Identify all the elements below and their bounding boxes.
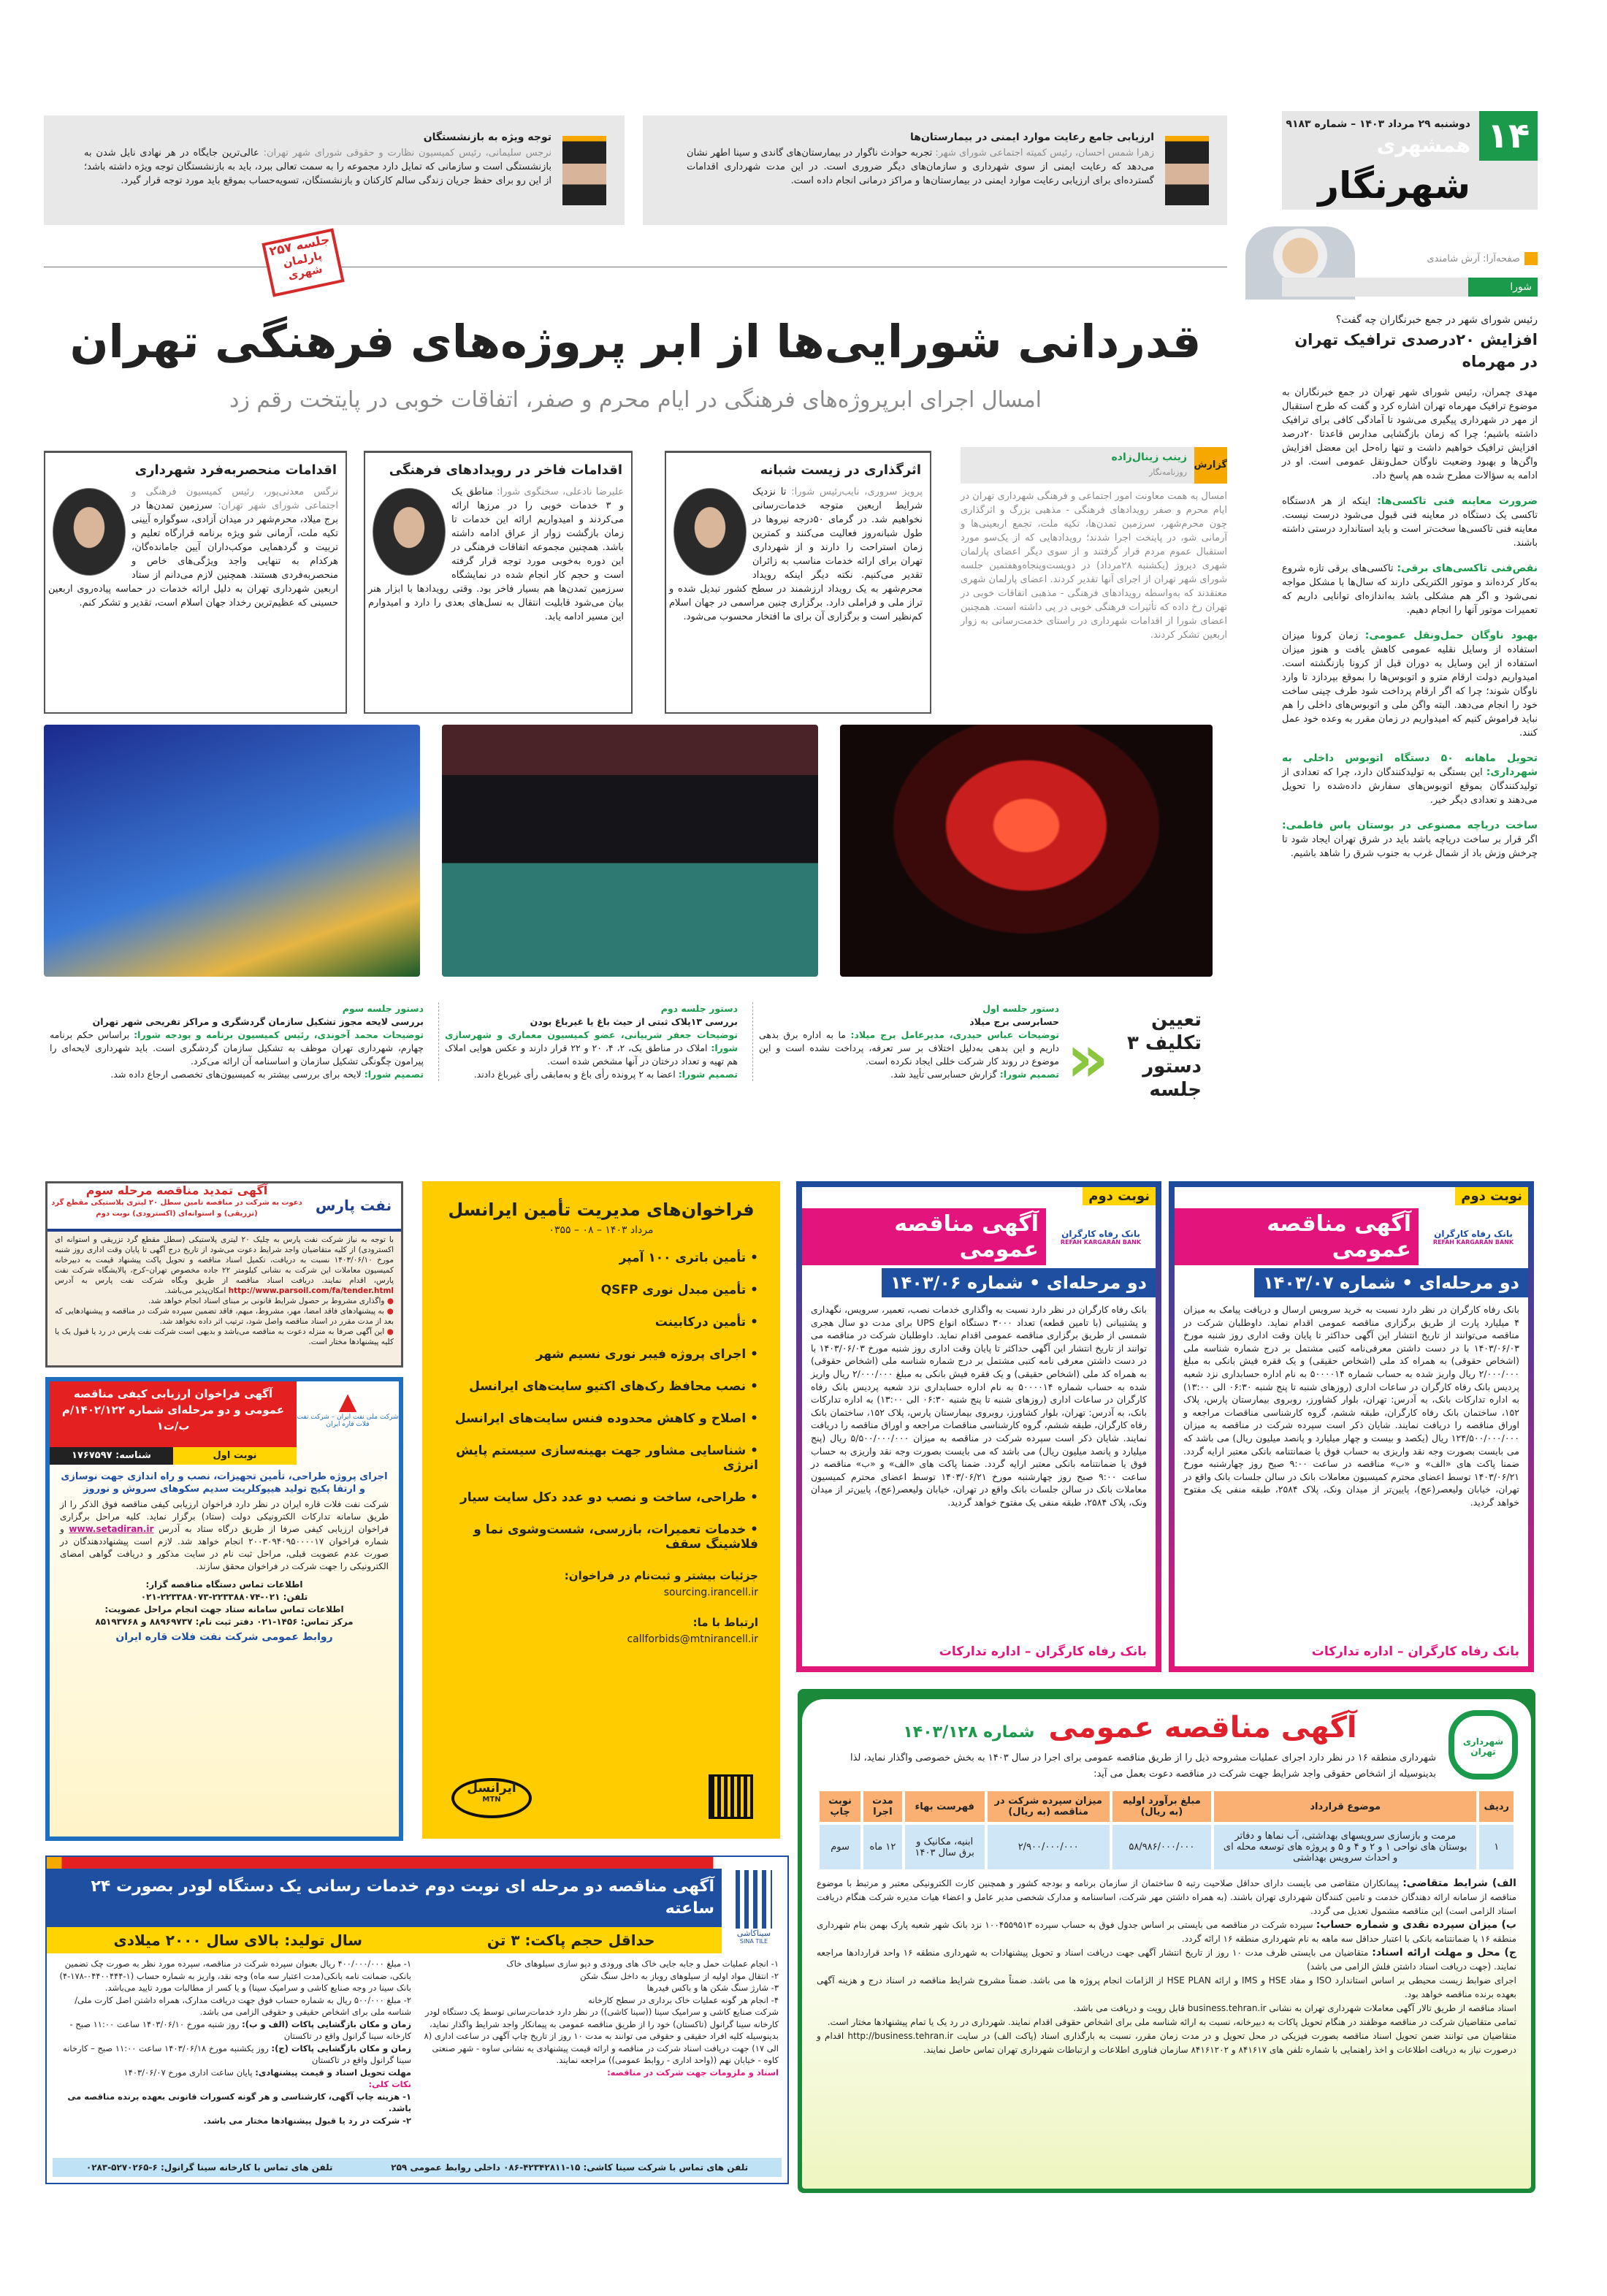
parsoil-subtitle: دعوت به شرکت در مناقصه تامین سطل ۲۰ لیتری پلاستیکی مقطع گرد (تزریقی) و استوانه‌ای (اکسترودی) نوبت دوم (51, 1199, 302, 1218)
ad-title: آگهی مناقصه عمومی (1175, 1208, 1419, 1265)
sina-open2: روز یکشنبه مورخ ۱۴۰۳/۰۶/۱۸ ساعت ۱۱:۰۰ صبح – کارخانه سینا گرانول واقع در تاکستان (62, 2043, 411, 2065)
parsoil-link[interactable]: http://www.parsoil.com/fa/tender.html (228, 1286, 394, 1295)
refah-tender-ad (1169, 1181, 1534, 1672)
refah-logo-en: REFAH KARGARAN BANK (1432, 1238, 1514, 1246)
sina-title: آگهی مناقصه دو مرحله ای نوبت دوم خدمات رسانی یک دستگاه لودر بصورت ۲۴ ساعته (47, 1869, 722, 1927)
opinion-box (665, 451, 931, 714)
table-header: فهرست بهاء (905, 1791, 985, 1822)
falat-project: اجرای پروژه طراحی، تأمین تجهیزات، نصب و راه اندازی جهت نوسازی و ارتقا پکیج تولید هیپوکلریت سدیم سکوهای سروش و نوروز (61, 1471, 388, 1495)
table-header: ردیف (1479, 1791, 1514, 1822)
bullet-dot-icon: ● (383, 1307, 394, 1316)
agenda-item (44, 1002, 424, 1081)
irancell-logo (451, 1778, 532, 1818)
sina-open2-head: زمان و مکان بازگشایی پاکات (ج): (271, 2043, 411, 2053)
sina-open1-head: زمان و مکان بازگشایی پاکات (الف و ب): (242, 2018, 411, 2029)
side-section-head: ساخت دریاچه مصنوعی در بوستان یاس فاطمی: (1282, 820, 1538, 831)
ad-body: بانک رفاه کارگران در نظر دارد نسبت به واگذاری خدمات نصب، تعمیر، سرویس، نگهداری و پشتیبانی (با تامین قطعه) تعداد ۳۰۰۰ دستگاه انواع UPS برای مدت دو سال هجری شمسی از طریق برگزاری مناقصه عمومی اقدام نماید. داوطلبان شرکت در مناقصه می توانند از تاریخ انتشار این آگهی حداکثر تا پایان وقت اداری روز شنبه مورخ ۱۴۰۳/۰۶/۰۳ با در دست داشتن معرفی نامه کتبی مشتمل بر درج شماره شناسه ملی (اشخاص حقوقی) به همراه کد ملی (اشخاص حقیقی) و یک فقره فیش بانکی به مبلغ ۲/۰۰۰/۰۰۰ ریال واریز شده به حساب شماره ۵۰۰۰۰۱۴ به نام اداره حسابداری نزد شعبه پردیس بانک رفاه کارگران در ساعات اداری (روزهای شنبه تا پنج شنبه ۰۶:۳۰ الی ۱۳:۰۰) به اداره تدارکات بانک، به آدرس: تهران، بلوار کشاورز، روبروی بیمارستان پارس، پلاک ۱۵۲، ساختمان بانک رفاه کارگران، طبقه ششم، گروه کارشناسی مناقصات مراجعه و اوراق مناقصه را دریافت نمایند. شایان ذکر است سپرده شرکت در مناقصه به میزان ۵/۵۰۰/۰۰۰/۰۰۰ ریال (پنج میلیارد و پانصد میلیون ریال) می باشد که می بایست بصورت وجه نقد واریزی به حساب فوق یا ضمانتنامه بانکی معتبر ارایه گردد. ضمنا پاکت های «الف» و «ب» مناقصه در ساعت ۹:۰۰ صبح روز چهارشنبه مورخ ۱۴۰۳/۰۶/۲۱ توسط اعضای محترم کمیسیون معاملات بانک در سالن جلسات بانک واقع در تهران، خیابان ولیعصر(عج)، پایین‌تر از میدان ونک، پلاک ۲۵۸۴، طبقه منفی یک مفتوح خواهد گردید. (811, 1304, 1148, 1508)
agenda-text: ما به اداره برق بدهی داریم و این بدهی به‌دلیل اختلاف بر سر تعرفه، پرداخت نشده است و این موضوع در روند کار شرکت خللی ایجاد نکرده است. (759, 1029, 1059, 1067)
side-lead: مهدی چمران، رئیس شورای شهر تهران در جمع خبرنگاران به موضوع ترافیک مهرماه تهران اشاره کرد و گفت که طرح استقبال از مهر در شهرداری پیگیری می‌شود تا آمادگی کافی برای ترافیک داشته باشیم؛ چرا که زمان بازگشایی مدارس قاعدتا ۲۰درصد افزایش ترافیک خواهیم داشت و تنها راه‌حل این معضل افزایش واگن‌ها و بهبود وضعیت ناوگان حمل‌ونقل عمومی است. او در ادامه به سؤالات مطرح شده هم پاسخ داد. (1282, 387, 1538, 481)
parsoil-bullet (55, 1306, 394, 1327)
report-author-role: روزنامه‌نگار (1149, 468, 1187, 477)
quote-title: توجه ویژه به بازنشستگان (423, 131, 551, 143)
agenda-decision (759, 1068, 1059, 1081)
table-header: میزان سپرده شرکت در مناقصه (به ریال) (988, 1791, 1110, 1822)
side-section (1282, 562, 1538, 617)
quote-body: عالی‌ترین جایگاه در هر نهادی نایل شدن به بازنشستگی است و سازمانی که تمایل دارد مجموعه را به سمت تعالی ببرد، باید به بازنشستگان توجه ویژه داشته باشد؛ از این رو برای حفظ جریان زندگی سالم کارکنان و بازنشستگان، تسویه‌حساب بموقع باید مورد توجه قرار گیرد. (84, 148, 551, 186)
parsoil-title: آگهی تمدید مناقصه مرحله سوم (85, 1183, 268, 1197)
paragraph-text: تمامی متقاضیان شرکت در مناقصه موظفند در هنگام تحویل پاکات به دبیرخانه، نسبت به ارائه شناسه ملی برای اشخاص حقوقی اقدام نمایند. شهرداری در رد یک یا تمام پیشنهادها مختار است. (827, 2017, 1516, 2027)
falat-contact1: اطلاعات تماس دستگاه مناقصه گزار: (145, 1579, 303, 1590)
page-number: ۱۴ (1479, 111, 1538, 161)
falat-footer: روابط عمومی شرکت نفت فلات قاره ایران (115, 1631, 333, 1643)
falat-link[interactable]: www.setadiran.ir (69, 1524, 154, 1534)
sina-phone2: تلفن های تماس با کارخانه سینا گرانول: ۶-۵۲۷۰۲۶۵-۰۲۸۳ (85, 2162, 333, 2173)
agenda-decision-text: گزارش حسابرسی تأیید شد. (890, 1069, 997, 1080)
report-body: امسال به همت معاونت امور اجتماعی و فرهنگی شهرداری تهران در ایام محرم و صفر رویدادهای فرهنگی - مذهبی بزرگ و اثرگذاری چون محرم‌شهر، سرزمین تمدن‌ها، تکیه ملت، تجمع اربعینی‌ها و آرمانی شو، در پایتخت اجرا شدند؛ رویدادهایی که از یک‌سو مورد استقبال عموم مردم قرار گرفتند و از سوی دیگر اعضای پارلمان شهری دیروز (یکشنبه ۲۸مرداد) در دویست‌وپنجاه‌وهفتمین جلسه شورای شهر تهران از اجرای آنها تقدیر کردند. اعضای پارلمان شهری معتقدند که به‌واسطه رویدادهای فرهنگی - مذهبی اتفاقات خوبی در تهران رخ داده که تأثیرات فرهنگی خوبی در پی داشته است. همچنین اعضای شورا از اقدامات شهرداری در راستای خدمت‌رسانی به زوار اربعین تشکر کردند. (961, 491, 1227, 641)
sina-ad (45, 1856, 789, 2184)
opinion-box (44, 451, 347, 714)
agenda-item (752, 1002, 1059, 1081)
main-subheadline: امسال اجرای ابرپروژه‌های فرهنگی در ایام محرم و صفر، اتفاقات خوبی در پایتخت رقم زد (229, 387, 1042, 413)
sina-docs-head: اسناد و ملزومات جهت شرکت در مناقصه: (607, 2067, 779, 2078)
section-name: شهرنگار (1318, 164, 1470, 207)
session-stamp (262, 228, 344, 297)
side-section-body: اگر قرار بر ساخت دریاچه باشد باید در شرق تهران ایجاد شود تا چرخش وزش باد از شمال غرب به جنوب شرق را شاهد باشیم. (1282, 834, 1538, 859)
ad-number: دو مرحله‌ای • شماره ۱۴۰۳/۰۷ (1254, 1268, 1528, 1297)
agenda-subject: بررسی ۱۳پلاک ثبتی از حیث باغ یا غیرباغ بودن (530, 1016, 738, 1027)
refah-tender-ad (796, 1181, 1161, 1672)
side-section-head: ضرورت معاینه فنی تاکسی‌ها: (1377, 495, 1538, 507)
opinion-body: مناطق یک و ۳ خدمات خوبی را در مرزها ارائه می‌کردند و امیدواریم ارائه این خدمات تا زمان بازگشت زوار از عراق ادامه داشته باشد. همچنین مجموعه اتفاقات فرهنگی در این دوره به‌خوبی مورد توجه قرار گرفته است و حجم کار انجام شده در نمایشگاه سرزمین تمدن‌ها هم بسیار فاخر بود. وقتی رویدادها با ابزار هنر بیان می‌شود قابلیت انتقال به نسل‌های بعدی را دارد و امیدوارم این مسیر ادامه یابد. (368, 487, 624, 622)
irancell-details-url[interactable]: sourcing.irancell.ir (663, 1587, 758, 1598)
municipality-paragraph (817, 1974, 1516, 2002)
municipality-paragraph (817, 2015, 1516, 2029)
ad-body: بانک رفاه کارگران در نظر دارد نسبت به خرید سرویس ارسال و دریافت پیامک به میزان ۴ میلیارد پارت از طریق برگزاری مناقصه عمومی اقدام نماید. داوطلبان شرکت در مناقصه می‌توانند از تاریخ انتشار این آگهی حداکثر تا پایان وقت اداری روز شنبه مورخ ۱۴۰۳/۰۶/۰۳ با در دست داشتن معرفی‌نامه کتبی مشتمل بر درج شماره شناسه ملی (اشخاص حقوقی) به همراه کد ملی (اشخاص حقیقی) و یک فقره فیش بانکی به مبلغ ۲/۰۰۰/۰۰۰ ریال واریز شده به حساب شماره ۵۰۰۰۰۱۴ به نام اداره حسابداری نزد شعبه پردیس بانک رفاه کارگران در ساعات اداری (روزهای شنبه تا پنج شنبه ۰۶:۳۰ الی ۱۳:۰۰) به اداره تدارکات بانک، به آدرس: تهران، بلوار کشاورز، روبروی بیمارستان پارس، پلاک ۱۵۲، ساختمان بانک رفاه کارگران، طبقه ششم، گروه کارشناسی مناقصات مراجعه و اوراق مناقصه را دریافت نمایند. شایان ذکر است سپرده شرکت در مناقصه به میزان ۱۲۴/۵۰۰/۰۰۰/۰۰۰ ریال (یکصد و بیست و چهار میلیارد و پانصد میلیون ریال) می باشد که می بایست بصورت وجه نقد واریزی به حساب فوق یا ضمانتنامه بانکی معتبر ارایه گردد. ضمنا پاکت های «الف» و «ب» مناقصه در ساعت ۹:۰۰ صبح روز چهارشنبه مورخ ۱۴۰۳/۰۶/۲۱ توسط اعضای محترم کمیسیون معاملات بانک در سالن جلسات بانک واقع در تهران، خیابان ولیعصر(عج)، پایین‌تر از میدان ونک، پلاک ۲۵۸۴، طبقه منفی یک مفتوح خواهد گردید. (1183, 1304, 1519, 1508)
quote-text (687, 146, 1154, 188)
municipality-ad (798, 1689, 1535, 2193)
agenda-item (438, 1002, 738, 1081)
table-cell: ۱ (1479, 1825, 1514, 1869)
table-header: مبلغ برآورد اولیه (به ریال) (1112, 1791, 1211, 1822)
falat-phone1: تلفن: ۰۲۱-۲۲۳۳۸۸۰۷۴-۲۲۳۳۸۸۰۷۳-۰۲۱ (140, 1592, 308, 1602)
municipality-paragraph (817, 1877, 1516, 1918)
falat-title: آگهی فراخوان ارزیابی کیفی مناقصه عمومی و دو مرحله‌ای شماره ۱۴۰۲/۱۲۲/م ب/ت۱ (50, 1381, 297, 1447)
table-cell: ۵۸/۹۸۶/۰۰۰/۰۰۰ (1112, 1825, 1211, 1869)
rubric-shura: شورا (1468, 278, 1538, 297)
nioc-flame-icon: ▲ (338, 1387, 357, 1415)
sina-deadline: پایان ساعت اداری مورخ ۱۴۰۳/۰۶/۰۷ (123, 2067, 253, 2078)
table-header: موضوع قرارداد (1214, 1791, 1477, 1822)
agenda-chevron-icon: « (1066, 1021, 1110, 1097)
ad-footer: بانک رفاه کارگران – اداره تدارکات (939, 1644, 1147, 1659)
paragraph-head: ب) میزان سپرده نقدی و شماره حساب: (1316, 1919, 1516, 1931)
falat-tag: نوبت اول (173, 1447, 297, 1465)
agenda-decision (50, 1068, 424, 1081)
agenda-decision-text: اعضا به ۲ پرونده رأی باغ و به‌مابقی رأی غیرباغ دادند. (473, 1069, 676, 1080)
portrait-soleimani (562, 136, 606, 205)
sina-note-2: ۲- شرکت در رد یا قبول پیشنهادها مختار می باشد. (203, 2115, 411, 2126)
agenda-text: املاک در مناطق یک، ۲، ۴، ۲۰ و ۲۲ قرار دارند و عکس هوایی املاک هم تهیه و تعداد درختان در آنها مشخص شده است. (445, 1042, 738, 1067)
report-column (961, 447, 1227, 642)
falat-logo (297, 1381, 399, 1447)
agenda-label: دستور جلسه سوم (342, 1003, 424, 1014)
opinion-portrait (53, 488, 126, 576)
orange-marker (1524, 252, 1538, 265)
paragraph-head: ج) محل و مهلت ارائه اسناد: (1372, 1947, 1516, 1959)
side-section-body: اینکه از هر ۸دستگاه تاکسی یک دستگاه در معاینه فنی قبول می‌شود درست نیست. معاینه فنی تاکسی‌ها سخت‌تر است و باید استاندارد درستی داشته باشند. (1282, 496, 1538, 549)
side-section (1282, 495, 1538, 550)
irancell-item: • اصلاح و کاهش محدوده فنس سایت‌های ایرانسل (444, 1411, 758, 1426)
sina-spec-year: سال تولید: بالای سال ۲۰۰۰ میلادی (113, 1931, 363, 1949)
irancell-contact-email[interactable]: callforbids@mtnirancell.ir (627, 1633, 758, 1645)
paragraph-text: متقاضیان می توانند ضمن تحویل اسناد مناقصه بصورت فیزیکی در محل تحویل و در مدت زمان مقرر، نسبت به بارگذاری اسناد (پاکت الف) در سایت http://business.tehran.ir اقدام و درصورت نیاز به دریافت اطلاعات و اخذ راهنمایی با شماره تلفن های ۸۴۱۶۱۷ و ۸۴۱۶۱۲۰۲ سازمان فناوری اطلاعات و ارتباطات شهرداری تهران تماس حاصل نمایند. (817, 2031, 1517, 2055)
table-cell: ۲/۹۰۰/۰۰۰/۰۰۰ (988, 1825, 1110, 1869)
table-header: مدت اجرا (863, 1791, 902, 1822)
agenda-speaker: توضیحات محمد آخوندی، رئیس کمیسیون برنامه و بودجه شورا: (134, 1029, 424, 1040)
agenda-speaker: توضیحات عباس حیدری، مدیرعامل برج میلاد: (850, 1029, 1059, 1040)
quote-box-safety (643, 115, 1227, 225)
parsoil-body: با توجه به نیاز شرکت نفت پارس به چلیک ۲۰ لیتری پلاستیکی (سطل مقطع گرد تزریقی و استوانه ای اکسترودی) از کلیه متقاضیان واجد شرایط دعوت می‌شود از تاریخ درج آگهی تا پایان وقت اداری روز شنبه مورخ ۱۴۰۳/۰۶/۱۰ نسبت به دریافت، تکمیل اسناد مناقصه و تحویل پاکت پیشنهاد قیمت به دبیرخانه کمیسیون معاملات این شرکت به نشانی کیلومتر ۲۲ جاده مخصوص تهران–کرج، پالایشگاه شرکت نفت پارس، اقدام نمایند. دریافت اسناد مناقصه از طریق وبگاه شرکت نفت پارس به آدرس (55, 1235, 394, 1285)
paragraph-text: اسناد مناقصه از طریق تالار آگهی معاملات شهرداری تهران به نشانی business.tehran.ir قابل رویت و دریافت می باشد. (1073, 2003, 1516, 2013)
irancell-item: • شناسایی مشاور جهت بهینه‌سازی سیستم پایش انرژی (444, 1443, 758, 1473)
sina-docs-1: ۱- مبلغ ۴۰۰/۰۰۰/۰۰۰ ریال بعنوان سپرده شرکت در مناقصه، سپرده مورد نظر به صورت چک تضمین بانکی، ضمانت نامه بانکی(مدت اعتبار سه ماه) وجه نقد، واریز به شماره حساب (۱-۰۴۴۰۰۴۴۴-۱۷۸-۴) بانک سینا در وجه صنایع کاشی و سرامیک سینا) و یا کسر از مطالبات مورد تایید می‌باشد. (59, 1959, 411, 1993)
photo-stage-banner (442, 725, 818, 977)
agenda-speaker: توضیحات جعفر شربیانی، عضو کمیسیون معماری و شهرسازی شورا: (445, 1029, 738, 1053)
irancell-logo-mtn: MTN (482, 1796, 501, 1804)
parsoil-bullet (55, 1327, 394, 1347)
irancell-title: فراخوان‌های مدیریت تأمین ایرانسل (448, 1200, 755, 1220)
side-section (1282, 752, 1538, 807)
report-byline (961, 447, 1227, 484)
municipality-paragraph (817, 2029, 1516, 2057)
irancell-contact-label: ارتباط با ما: (692, 1616, 758, 1629)
table-cell: ۱۲ ماه (863, 1825, 902, 1869)
rubric-bar (1282, 278, 1538, 297)
falat-contact2: اطلاعات تماس سامانه ستاد جهت انجام مراحل عضویت: (104, 1604, 344, 1614)
sina-logo-mark (736, 1870, 772, 1929)
agenda-decision (445, 1068, 738, 1081)
side-section-head: تحویل ماهانه ۵۰ دستگاه اتوبوس داخلی به شهرداری: (1282, 752, 1538, 778)
parsoil-body-end: امکان‌پذیر می‌باشد. (164, 1286, 226, 1295)
agenda-desc (50, 1029, 424, 1068)
date-issue: دوشنبه ۲۹ مرداد ۱۴۰۳ – شماره ۹۱۸۳ (1286, 118, 1470, 130)
quote-text (84, 146, 551, 188)
parsoil-bullet-text: این آگهی صرفا به منزله دعوت به مناقصه می‌باشد و بدیهی است شرکت نفت پارس در رد یا قبول یک یا کلیه پیشنهادها مختار است. (55, 1327, 394, 1346)
sina-docs-2: ۲- مبلغ ۵۰۰/۰۰۰ ریال به شماره حساب فوق جهت دریافت مدارک، همراه داشتن اصل کارت ملی/ شناسه ملی برای اشخاص حقیقی و حقوقی الزامی می باشد. (75, 1994, 411, 2017)
agenda-label: دستور جلسه اول (982, 1003, 1059, 1014)
agenda-text: براساس حکم برنامه چهارم، شهرداری تهران موظف به تشکیل سازمان گردشگری است. باید شهرداری لایحه‌ای را پیرامون چگونگی تشکیل سازمان و اساسنامه آن ارائه می‌کرد. (50, 1029, 424, 1067)
agenda-label: دستور جلسه دوم (660, 1003, 738, 1014)
opinion-body: سرزمین تمدن‌ها در برج میلاد، محرم‌شهر در میدان آزادی، سوگواره آیینی تکیه ملت، آرمانی شو ویژه برنامه قرارگاه تعلیم و تربیت و گردهمایی موکب‌داران آیین جامانده‌گان، هرکدام به تنهایی واجد ویژگی‌های خاص و منحصربه‌فردی هستند. همچنین لازم می‌دانم از ستاد اربعین شهرداری تهران به دلیل ارائه خدمات در حماسه پیاده‌روی اربعین حسینی که عظیم‌ترین رخداد جهان اسلام است، تقدیر و تشکر کنم. (48, 500, 338, 609)
ad-round-tag: نوبت دوم (1083, 1187, 1156, 1205)
side-title: افزایش ۲۰درصدی ترافیک تهران در مهرماه (1294, 331, 1538, 370)
irancell-item: • اجرای پروژه فیبر نوری نسیم شهر (444, 1347, 758, 1362)
table-header: نوبت چاپ (820, 1791, 860, 1822)
falat-phone2: مرکز تماس: ۱۴۵۶-۰۲۱ دفتر ثبت نام: ۸۸۹۶۹۷۳۷ و ۸۵۱۹۳۷۶۸ (95, 1617, 354, 1627)
paragraph-text: سپرده شرکت در مناقصه می بایستی بر اساس جدول فوق به حساب سپرده ۱۰۰۴۵۵۹۵۱۳ نزد بانک شهر شعبه پارک بهمن بنام شهرداری منطقه ۱۶ یا ضمانتنامه بانکی با اعتبار حداقل سه ماهه به نام شهرداری منطقه ۱۶ ارائه گردد. (817, 1920, 1516, 1944)
sina-logo-en: SINA TILE (739, 1938, 768, 1945)
irancell-date: مرداد ۱۴۰۳ – ۰۸ – ۰۳۵۵ (549, 1224, 654, 1236)
agenda-decision-label: تصمیم شورا: (678, 1069, 738, 1080)
side-section-head: بهبود ناوگان حمل‌ونقل عمومی: (1364, 630, 1538, 641)
opinion-title: اقدامات فاخر در رویدادهای فرهنگی (389, 462, 622, 478)
photo-mosque-night (840, 725, 1213, 977)
side-section-body: زمان کرونا میزان استفاده از وسایل نقلیه عمومی کاهش یافت و هنوز میزان استفاده از این وسایل به دوران قبل از کرونا بازنگشته است. امیدواریم دولت ارقام مترو و اتوبوس‌ها را بموقع بپردازد تا وارد ناوگان شوند؛ چرا که اگر ارقام پرداخت شود طرف چینی ساخت خود را انجام می‌دهد. البته واگن ملی و اتوبوس‌های داخلی را هم نباید فراموش کنیم که امیدواریم در زمان مقرر به وعده خود عمل کنند. (1282, 630, 1538, 739)
sina-logo (725, 1870, 783, 1945)
opinion-title: اثرگذاری در زیست شبانه (760, 462, 921, 478)
opinion-title: اقدامات منحصربه‌فرد شهرداری (134, 462, 337, 478)
sina-item: شرکت صنایع کاشی و سرامیک سینا ((سینا کاشی)) در نظر دارد خدمات‌رسانی توسط یک دستگاه لودر کارخانه سینا گرانول (تاکستان) خود را از طریق مناقصه عمومی به پیمانکار واجد شرایط واگذار نماید، بدینوسیله کلیه افراد حقیقی و حقوقی می توانند به مدت ۱۰ روز از تاریخ چاپ آگهی در ساعت اداری (۸ الی ۱۷) جهت دریافت اسناد شرکت در مناقصه و ارائه قیمت پیشنهادی به نشانی ساوه - شهر صنعتی کاوه - خیابان نهم ((واحد اداری - روابط عمومی)) مراجعه نمایند. (424, 2007, 779, 2065)
opinion-box (364, 451, 633, 714)
sina-item: ۴- انجام هر گونه عملیات خاک برداری در سطح کارخانه (588, 1994, 779, 2005)
qr-code-icon (711, 1777, 751, 1817)
table-cell: مرمت و بازسازی سرویسهای بهداشتی، آب نماها و دفاتر بوستان های نواحی ۱ و ۲ و ۴ و ۵ و پروژه های توسعه محله ای و احداث سرویس بهداشتی (1214, 1825, 1477, 1869)
agenda-decision-label: تصمیم شورا: (364, 1069, 424, 1080)
refah-logo (1419, 1229, 1528, 1246)
paragraph-text: اجرای ضوابط زیست محیطی بر اساس استاندارد ISO و مفاد HSE و IMS و ارائه HSE PLAN از الزامات انجام پروژه ها می باشد. ضمناً مشروح شرایط مناقصه در اسناد درج و هزینه آگهی بعهده برنده مناقصه خواهد بود. (817, 1975, 1516, 1999)
municipality-table (817, 1788, 1516, 1872)
sina-notes-head: نکات کلی: (368, 2079, 411, 2089)
report-label: گزارش (1194, 447, 1227, 484)
opinion-portrait (673, 488, 747, 576)
sina-open1: روز شنبه مورخ ۱۴۰۳/۰۶/۱۰ ساعت ۱۱:۰۰ صبح - کارخانه سینا گرانول واقع در تاکستان (69, 2018, 411, 2041)
opinion-portrait (373, 488, 446, 576)
paragraph-head: الف) شرایط متقاضی: (1402, 1877, 1516, 1889)
ad-title: آگهی مناقصه عمومی (802, 1208, 1046, 1265)
stamp-line1: جلسه ۲۵۷ (268, 232, 332, 260)
parsoil-bullet-text: واگذاری مشروط بر حصول شرایط قانونی بر مبنای اسناد انجام خواهد شد. (148, 1297, 385, 1305)
irancell-list (444, 1251, 758, 1552)
sina-phone1: تلفن های تماس با شرکت سینا کاشی: ۱۵-۴۲۳۴۲۸۱۱-۰۸۶ داخلی روابط عمومی ۲۵۹ (391, 2162, 749, 2173)
quote-body: تجربه حوادث ناگوار در بیمارستان‌های گاندی و سینا اطهر نشان می‌دهد که رعایت ایمنی از سوی شهرداری و سازمان‌های دیگر ضروری است. در این مدت شهرداری اقدامات گسترده‌ای برای ارزیابی رعایت موارد ایمنی در بیمارستان‌ها و مراکز درمانی انجام داده است. (687, 148, 1154, 186)
bullet-dot-icon: ● (384, 1327, 394, 1336)
side-section (1282, 819, 1538, 861)
report-author: زینب زینال‌زاده (1111, 451, 1187, 463)
paragraph-text: متقاضیان می بایستی ظرف مدت ۱۰ روز از تاریخ انتشار آگهی جهت دریافت اسناد و تحویل پیشنهادات به شهرداری منطقه ۱۶ واحد قراردادها مراجعه نمایند. (جهت دریافت اسناد داشتن فلش الزامی می باشد) (817, 1948, 1516, 1972)
irancell-item: • تأمین مبدل نوری QSFP (444, 1283, 758, 1297)
opinion-speaker: پرویز سروری، نایب‌رئیس شورا: (791, 487, 923, 497)
masthead (1282, 111, 1538, 210)
agenda-desc (445, 1029, 738, 1068)
irancell-logo-text: ایرانسل (467, 1781, 516, 1796)
refah-logo-en: REFAH KARGARAN BANK (1060, 1238, 1142, 1246)
municipality-logo-text: شهرداری تهران (1462, 1736, 1504, 1757)
quote-title: ارزیابی جامع رعایت موارد ایمنی در بیمارستان‌ها (909, 131, 1154, 143)
refah-logo (1046, 1229, 1156, 1246)
municipality-paragraph (817, 2002, 1516, 2015)
agenda-decision-label: تصمیم شورا: (999, 1069, 1059, 1080)
falat-ad (45, 1377, 403, 1841)
sina-deadline-head: مهلت تحویل اسناد و قیمت پیشنهادی: (255, 2067, 411, 2078)
main-headline: قدردانی شورایی‌ها از ابر پروژه‌های فرهنگی تهران (69, 315, 1202, 368)
parsoil-logo-text: نفت پارس (315, 1197, 392, 1214)
table-cell: ابنیه، مکانیک و برق سال ۱۴۰۳ (905, 1825, 985, 1869)
side-kicker: رئیس شورای شهر در جمع خبرنگاران چه گفت؟ (1335, 314, 1538, 326)
side-story (1282, 314, 1538, 872)
side-section-head: نقص‌فنی تاکسی‌های برقی: (1397, 562, 1538, 574)
portrait-shams (1165, 136, 1209, 205)
sina-logo-text: سیناکاشی (736, 1929, 771, 1938)
sina-top-bar (47, 1857, 787, 1869)
table-row (820, 1825, 1514, 1869)
irancell-ad (422, 1181, 780, 1839)
agenda-title: تعیین تکلیف ۳ دستور جلسه (1127, 1009, 1202, 1101)
quote-speaker: زهرا شمس احسان، رئیس کمیته اجتماعی شورای شهر: (935, 148, 1154, 159)
stamp-line2: پارلمان شهری (281, 248, 324, 283)
ad-number: دو مرحله‌ای • شماره ۱۴۰۳/۰۶ (882, 1268, 1156, 1297)
irancell-item: • خدمات تعمیرات، بازرسی، شست‌وشوی نما و فلاشینگ سقف (444, 1522, 758, 1552)
municipality-title: آگهی مناقصه عمومی (1048, 1711, 1357, 1744)
sina-item: ۲- انتقال مواد اولیه از سیلوهای روباز به داخل سنگ شکن (580, 1970, 779, 1981)
opinion-speaker: نرگس معدنی‌پور، رئیس کمیسیون فرهنگی و اجتماعی شورای شهر تهران: (131, 487, 339, 511)
irancell-item: • نصب محافظ رک‌های اکتیو سایت‌های ایرانسل (444, 1379, 758, 1394)
opinion-speaker: علیرضا نادعلی، سخنگوی شورا: (497, 487, 625, 497)
irancell-item: • طراحی، ساخت و نصب دو عدد دکل سایت سیار (444, 1490, 758, 1505)
irancell-details-label: جزئیات بیشتر و ثبت‌نام در فراخوان: (564, 1569, 758, 1582)
layout-credit (1427, 252, 1538, 265)
parsoil-bullet (55, 1296, 394, 1306)
photo-azadi-tower (44, 725, 420, 977)
side-section-body: تاکسی‌های برقی تازه شروع به‌کار کرده‌اند و موتور الکتریکی دارند که سال‌ها با مشکل مواجه نمی‌شود و اگر هم مشکلی باشد به‌اندازه‌ای توانایی داریم که تعمیرات موتور آنها را انجام دهیم. (1282, 563, 1538, 616)
agenda-desc (759, 1029, 1059, 1068)
tehran-municipality-logo (1448, 1710, 1518, 1780)
refah-logo-text: بانک رفاه کارگران (1434, 1228, 1513, 1239)
refah-logo-text: بانک رفاه کارگران (1061, 1228, 1140, 1239)
bullet-dot-icon: ● (384, 1297, 394, 1305)
layout-credit-text: صفحه‌آرا: آرش شامندی (1427, 253, 1520, 264)
paper-name: همشهری (1376, 133, 1470, 157)
opinion-body: تا نزدیک شرایط اربعین متوجه خدمات‌رسانی نخواهیم شد. در گرمای ۵۰درجه نیروها در طول شبانه‌روز فعالیت می‌کنند و کمترین زمان استراحت را دارند و از شهرداری تهران برای ارائه خدمات مناسب به زائران تقدیر می‌کنیم. نکته دیگر اینکه رویداد محرم‌شهر به یک رویداد ارزشمند در سطح کشور تبدیل شده و تراز ملی و فراملی دارد. برگزاری چنین مراسمی در جهان اسلام کم‌نظیر است و برگزاری آن برای ما افتخار محسوب می‌شود. (669, 487, 923, 622)
municipality-number: شماره ۱۴۰۳/۱۲۸ (903, 1723, 1035, 1742)
falat-logo-text: شرکت ملی نفت ایران – شرکت نفت فلات قاره ایران (297, 1414, 399, 1428)
side-section (1282, 629, 1538, 740)
agenda-decision-text: لایحه برای بررسی بیشتر به کمیسیون‌های تخصصی ارجاع داده شد. (110, 1069, 362, 1080)
agenda-subject: حسابرسی برج میلاد (969, 1016, 1059, 1027)
falat-body-end: و شماره فراخوان ۲۰۰۳۰۹۴۰۹۵۰۰۰۰۱۷ انجام خواهد شد. لازم است پیشنهاددهندگان در صورت عدم عضویت قبلی، مراحل ثبت نام در سایت مذکور و دریافت گواهی امضای الکترونیکی را جهت شرکت در فراخوان محقق سازند. (60, 1524, 389, 1571)
sina-note-1: ۱- هزینه چاپ آگهی، کارشناسی و هر گونه کسورات قانونی بعهده برنده مناقصه می باشد. (67, 2091, 411, 2113)
table-cell: سوم (820, 1825, 860, 1869)
ad-footer: بانک رفاه کارگران – اداره تدارکات (1311, 1644, 1519, 1659)
agenda-subject: بررسی لایحه مجوز تشکیل سازمان گردشگری و مراکز تفریحی شهر تهران (92, 1016, 424, 1027)
municipality-paragraph (817, 1918, 1516, 1946)
municipality-paragraph (817, 1946, 1516, 1974)
quote-box-retirees (44, 115, 625, 225)
irancell-item: • تأمین درکابینت (444, 1315, 758, 1330)
municipality-intro: شهرداری منطقه ۱۶ در نظر دارد اجرای عملیات مشروحه ذیل را از طریق مناقصه عمومی برای اجرا در سال ۱۴۰۳ به بخش خصوصی واگذار نماید، لذا بدینوسیله از اشخاص حقوقی واجد شرایط جهت شرکت در مناقصه دعوت بعمل می آید: (850, 1752, 1436, 1780)
quote-speaker: نرجس سلیمانی، رئیس کمیسیون نظارت و حقوقی شورای شهر تهران: (263, 148, 552, 159)
parsoil-bullet-text: به پیشنهادهای فاقد امضا، مهر، مشروط، مبهم، فاقد تضمین سپرده شرکت در مناقصه و پیشنهادهایی که بعد از مدت مقرر در اسناد مناقصه واصل شود، ترتیب اثر داده نخواهد شد. (55, 1307, 394, 1326)
sina-spec-packet: حداقل حجم پاکت: ۳ تن (486, 1931, 655, 1949)
parsoil-ad (45, 1181, 403, 1368)
falat-body: شرکت نفت فلات قاره ایران در نظر دارد فراخوان ارزیابی کیفی مناقصه فوق الذکر را از طریق سامانه تدارکات الکترونیکی دولت (ستاد) برگزار نماید. کلیه مراحل برگزاری فراخوان ارزیابی کیفی صرفا از طریق درگاه ستاد به آدرس (60, 1499, 389, 1534)
sina-item: ۳- شارژ سنگ شکن ها و باکس فیدرها (646, 1983, 779, 1993)
sina-item: ۱- انجام عملیات حمل و جابه جایی خاک های ورودی و دپو سازی سیلوهای خاک (506, 1959, 779, 1969)
ad-round-tag: نوبت دوم (1455, 1187, 1528, 1205)
paragraph-text: پیمانکاران متقاضی می بایست دارای حداقل صلاحیت رتبه ۵ ساختمان از سازمان برنامه و بودجه کشور و همچنین کارت الکترونیکی معتبر و مرتبط با موضوع مناقصه از سامانه ارائه دهندگان خدمت و تامین کنندگان شهرداری تهران باشند. (به همراه داشتن مهر شرکت، اساسنامه و مدارک شخصی مدیر عامل و اعضاء هیات مدیره شرکت هنگام دریافت اسناد الزامی است) این مناقصه مشمول تعدیل می گردد. (817, 1878, 1516, 1916)
irancell-item: • تأمین باتری ۱۰۰ آمپر (444, 1251, 758, 1265)
parsoil-logo (306, 1183, 401, 1229)
falat-id: شناسه: ۱۷۶۷۵۹۷ (50, 1447, 173, 1465)
side-section-body: این بستگی به تولیدکنندگان دارد، چرا که تعدادی از تولیدکنندگان بموقع اتوبوس‌های سفارش داده‌شده را تحویل می‌دهند و تعدادی دیگر خیر. (1282, 767, 1538, 806)
